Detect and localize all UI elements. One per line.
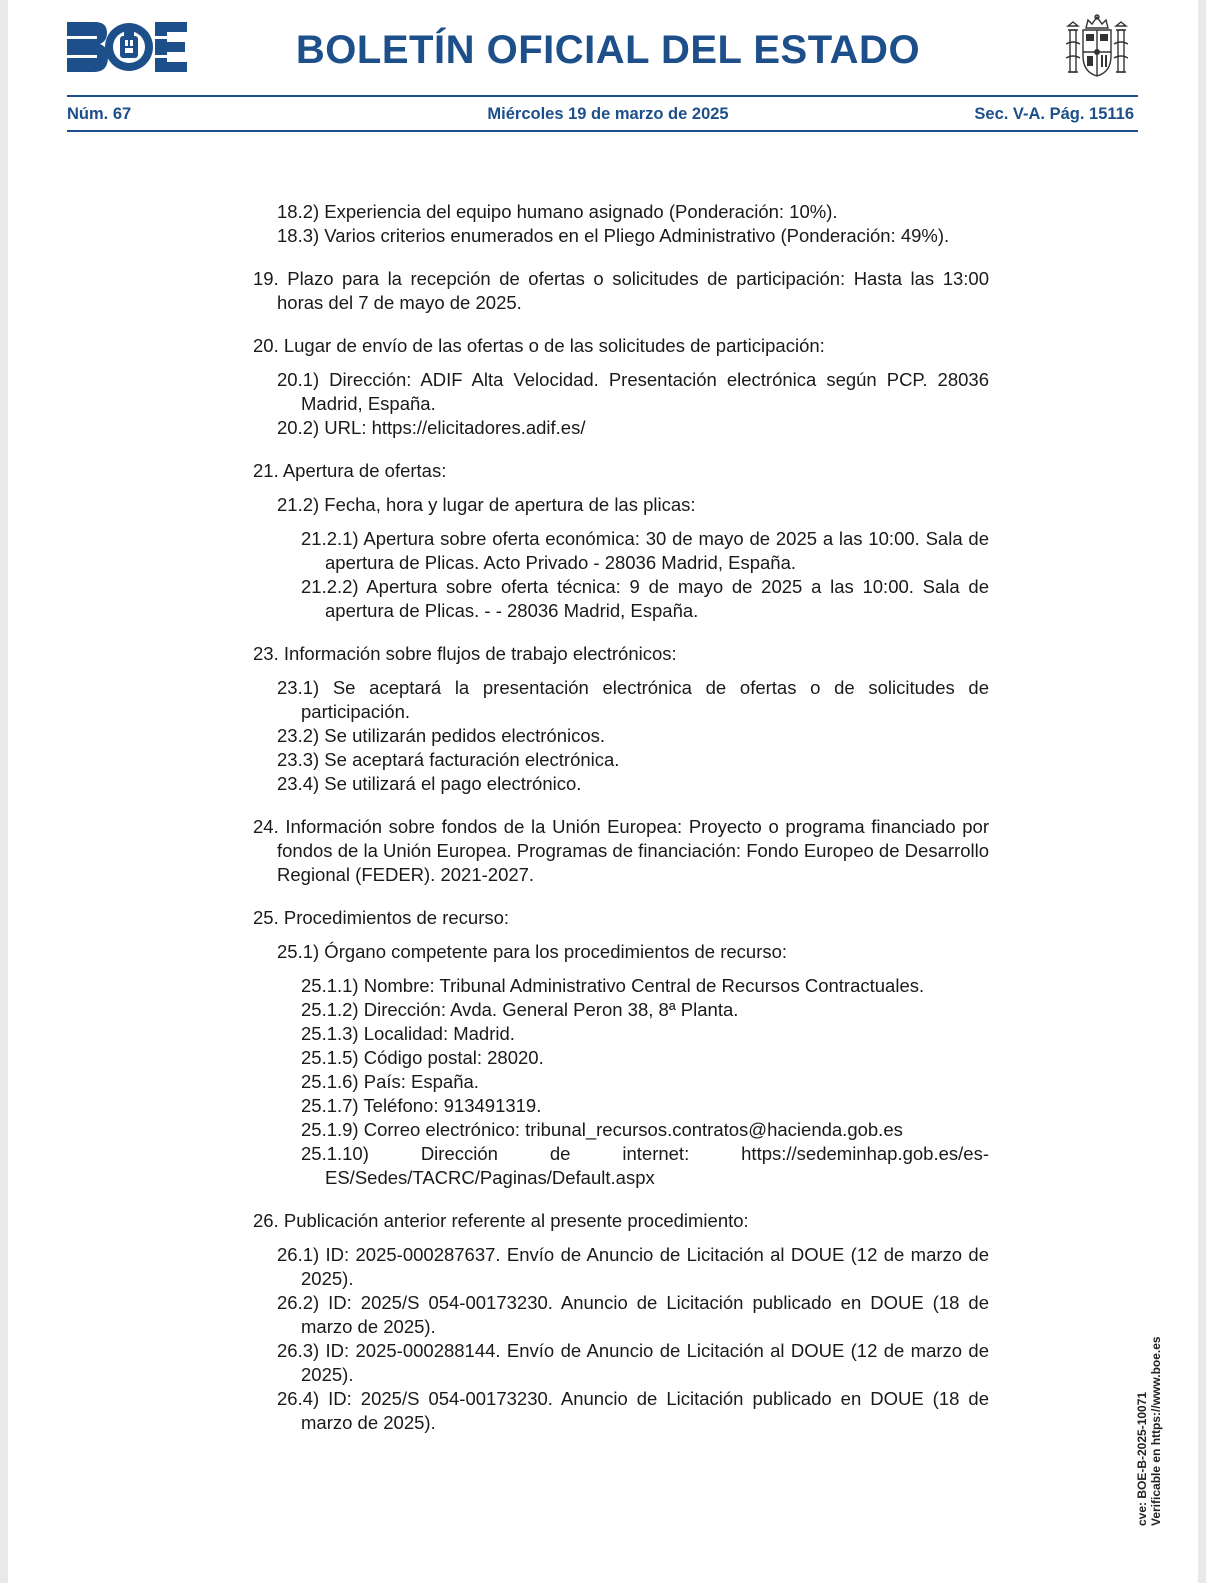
document-page — [8, 0, 1198, 1583]
item-18-2: 18.2) Experiencia del equipo humano asignado (Ponderación: 10%). — [277, 201, 838, 222]
item-25-1-1: 25.1.1) Nombre: Tribunal Administrativo Central de Recursos Contractuales. — [301, 975, 925, 996]
item-26-2: 26.2) ID: 2025/S 054-00173230. Anuncio de Licitación publicado en DOUE (18 de marzo de 2025). — [277, 1292, 989, 1337]
item-23-4: 23.4) Se utilizará el pago electrónico. — [277, 773, 582, 794]
verification-link[interactable]: Verificable en https://www.boe.es — [1149, 1336, 1163, 1526]
item-25-1-3: 25.1.3) Localidad: Madrid. — [301, 1023, 515, 1044]
header-rule-bottom — [67, 130, 1138, 132]
item-24: 24. Información sobre fondos de la Unión Europea: Proyecto o programa financiado por fondos de la Unión Europea. Programas de financiación: Fondo Europeo de Desarrollo Regional (FEDER). 2021-2027. — [253, 816, 989, 885]
verification-note — [1135, 1296, 1163, 1526]
item-25-1-6: 25.1.6) País: España. — [301, 1071, 479, 1092]
item-26-4: 26.4) ID: 2025/S 054-00173230. Anuncio de Licitación publicado en DOUE (18 de marzo de 2025). — [277, 1388, 989, 1433]
item-21-2-1: 21.2.1) Apertura sobre oferta económica: 30 de mayo de 2025 a las 10:00. Sala de apertura de Plicas. Acto Privado - 28036 Madrid, España. — [301, 528, 989, 573]
item-21-2-2: 21.2.2) Apertura sobre oferta técnica: 9 de mayo de 2025 a las 10:00. Sala de apertura de Plicas. - - 28036 Madrid, España. — [301, 576, 989, 621]
item-26-3: 26.3) ID: 2025-000288144. Envío de Anuncio de Licitación al DOUE (12 de marzo de 2025). — [277, 1340, 989, 1385]
issue-date: Miércoles 19 de marzo de 2025 — [487, 105, 729, 123]
item-26-1: 26.1) ID: 2025-000287637. Envío de Anuncio de Licitación al DOUE (12 de marzo de 2025). — [277, 1244, 989, 1289]
item-25: 25. Procedimientos de recurso: — [253, 907, 510, 928]
issue-number: Núm. 67 — [67, 105, 132, 123]
publication-title: BOLETÍN OFICIAL DEL ESTADO — [295, 28, 921, 72]
coat-of-arms-icon — [1066, 14, 1128, 78]
item-23: 23. Información sobre flujos de trabajo electrónicos: — [253, 643, 677, 664]
item-23-3: 23.3) Se aceptará facturación electrónica. — [277, 749, 620, 770]
item-25-1-2: 25.1.2) Dirección: Avda. General Peron 38, 8ª Planta. — [301, 999, 739, 1020]
item-21-2: 21.2) Fecha, hora y lugar de apertura de las plicas: — [277, 494, 696, 515]
document-body — [253, 200, 989, 1435]
item-23-1: 23.1) Se aceptará la presentación electrónica de ofertas o de solicitudes de participación. — [277, 677, 989, 722]
boe-logo — [67, 22, 187, 72]
item-20: 20. Lugar de envío de las ofertas o de las solicitudes de participación: — [253, 335, 825, 356]
item-19: 19. Plazo para la recepción de ofertas o solicitudes de participación: Hasta las 13:00 horas del 7 de mayo de 2025. — [253, 268, 989, 313]
item-25-1-5: 25.1.5) Código postal: 28020. — [301, 1047, 544, 1068]
item-20-2: 20.2) URL: https://elicitadores.adif.es/ — [277, 417, 586, 438]
item-25-1-7: 25.1.7) Teléfono: 913491319. — [301, 1095, 542, 1116]
item-21: 21. Apertura de ofertas: — [253, 460, 447, 481]
cve-code: cve: BOE-B-2025-10071 — [1135, 1391, 1149, 1526]
item-26: 26. Publicación anterior referente al presente procedimiento: — [253, 1210, 749, 1231]
item-25-1-9: 25.1.9) Correo electrónico: tribunal_recursos.contratos@hacienda.gob.es — [301, 1119, 903, 1140]
item-18-3: 18.3) Varios criterios enumerados en el Pliego Administrativo (Ponderación: 49%). — [277, 225, 950, 246]
item-23-2: 23.2) Se utilizarán pedidos electrónicos. — [277, 725, 606, 746]
header-rule-top — [67, 95, 1138, 97]
item-25-1-10: 25.1.10) Dirección de internet: https://sedeminhap.gob.es/es-ES/Sedes/TACRC/Paginas/Default.aspx — [301, 1143, 989, 1188]
item-20-1: 20.1) Dirección: ADIF Alta Velocidad. Presentación electrónica según PCP. 28036 Madrid, España. — [277, 369, 989, 414]
item-25-1: 25.1) Órgano competente para los procedimientos de recurso: — [277, 941, 788, 962]
section-page: Sec. V-A. Pág. 15116 — [974, 105, 1134, 123]
